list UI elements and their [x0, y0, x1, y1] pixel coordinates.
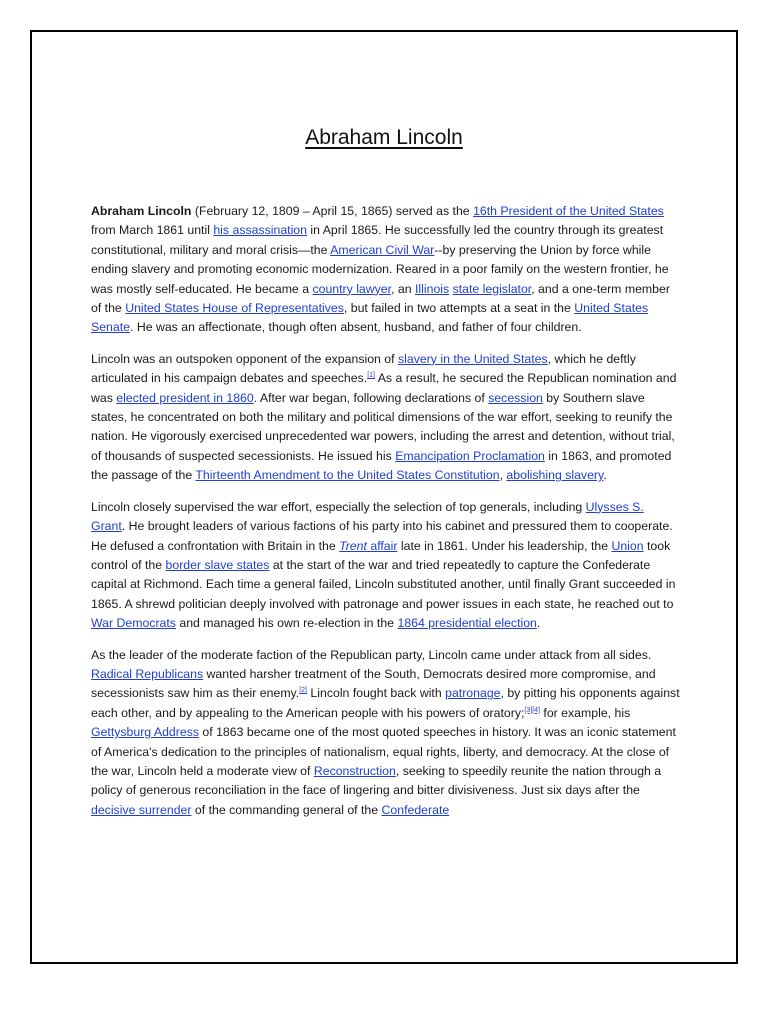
text-run: , by pitting his opponents against each other, and by appealing to the American people with his powers of oratory; — [91, 686, 680, 720]
text-run: by Southern slave states, he concentrated on both the military and political dimensions of the war effort, seeking to reunify the nation. He vigorously exercised unprecedented war powers, including the arrest and detention, without trial, of thousands of suspected secessionists. He issued his — [91, 390, 675, 463]
text-run: , and a one-term member of the — [91, 281, 670, 316]
text-run: Lincoln fought back with — [307, 686, 446, 701]
link-house-of-representatives[interactable]: United States House of Representatives — [125, 301, 344, 316]
paragraph-4 — [91, 646, 681, 821]
link-trent-affair[interactable] — [339, 539, 397, 553]
link-abolishing-slavery[interactable]: abolishing slavery — [506, 468, 604, 483]
citation-link-1[interactable]: [1] — [367, 372, 375, 380]
link-elected-president-1860[interactable]: elected president in 1860 — [116, 390, 254, 405]
link-patronage[interactable]: patronage — [445, 686, 501, 701]
text-run: late in 1861. Under his leadership, the — [397, 538, 612, 553]
document-page — [30, 30, 738, 964]
link-war-democrats[interactable]: War Democrats — [91, 616, 176, 631]
citation-link-3[interactable]: [3] — [524, 706, 533, 714]
citation-link-2[interactable]: [2] — [299, 687, 308, 695]
link-radical-republicans[interactable]: Radical Republicans — [91, 666, 204, 681]
text-run: . After war began, following declarations of — [253, 390, 489, 405]
text-run: As a result, he secured the Republican nomination and was — [91, 371, 677, 405]
text-run: , an — [391, 281, 415, 296]
link-thirteenth-amendment[interactable]: Thirteenth Amendment to the United States Constitution — [195, 468, 500, 483]
text-run: , which he deftly articulated in his campaign debates and speeches. — [91, 351, 636, 386]
link-illinois[interactable]: Illinois — [415, 281, 450, 296]
text-run: . He was an affectionate, though often absent, husband, and father of four children. — [129, 320, 582, 335]
page-title: Abraham Lincoln — [305, 126, 463, 149]
text-run: . He brought leaders of various factions of his party into his cabinet and pressured them to cooperate. He defused a confrontation with Britain in the — [91, 519, 673, 553]
text-run: and managed his own re-election in the — [175, 616, 398, 631]
text-run: Lincoln was an outspoken opponent of the expansion of — [91, 351, 398, 366]
subject-name: Abraham Lincoln — [91, 204, 192, 218]
text-run: of 1863 became one of the most quoted speeches in history. It was an iconic statement of America's dedication to the principles of nationalism, equal rights, liberty, and democracy. At the close of the war, Lincoln held a moderate view of — [91, 725, 676, 778]
text-run: --by preserving the Union by force while ending slavery and promoting economic modernization. Reared in a poor family on the western frontier, he was mostly self-educated. He became a — [91, 242, 669, 296]
text-run: . — [536, 616, 541, 631]
text-run: at the start of the war and tried repeatedly to capture the Confederate capital at Richmond. Each time a general failed, Lincoln substituted another, until finally Grant succeeded in 1865. A shrewd politician deeply involved with patronage and power issues in each state, he reached out to — [91, 557, 676, 611]
text-run: in 1863, and promoted the passage of the — [91, 448, 672, 483]
citation-3-4 — [524, 707, 540, 714]
link-border-slave-states[interactable]: border slave states — [165, 557, 270, 572]
link-affair-text: affair — [366, 538, 398, 553]
link-assassination[interactable]: his assassination — [213, 223, 307, 238]
text-run: . — [603, 468, 607, 483]
article-body — [91, 202, 681, 832]
text-run: took control of the — [91, 538, 671, 572]
link-confederate[interactable]: Confederate — [381, 802, 450, 817]
paragraph-3 — [91, 498, 681, 634]
link-16th-president[interactable]: 16th President of the United States — [473, 204, 664, 218]
text-run: wanted harsher treatment of the South, Democrats desired more compromise, and secessionists saw him as their enemy. — [91, 666, 656, 701]
link-state-legislator[interactable]: state legislator — [452, 281, 532, 296]
citation-1 — [367, 372, 375, 379]
link-reconstruction[interactable]: Reconstruction — [313, 763, 396, 778]
link-1864-election[interactable]: 1864 presidential election — [397, 616, 537, 631]
text-run: (February 12, 1809 – April 15, 1865) served as the — [191, 204, 474, 218]
link-gettysburg-address[interactable]: Gettysburg Address — [91, 725, 199, 740]
link-emancipation-proclamation[interactable]: Emancipation Proclamation — [395, 448, 545, 463]
link-us-senate[interactable]: United States Senate — [91, 301, 649, 335]
link-slavery-in-us[interactable]: slavery in the United States — [397, 351, 548, 366]
text-run: of the commanding general of the — [191, 802, 382, 817]
text-run: , but failed in two attempts at a seat in the — [343, 301, 575, 316]
link-secession[interactable]: secession — [488, 390, 543, 405]
text-run: Lincoln closely supervised the war effort, especially the selection of top generals, including — [91, 499, 586, 514]
link-trent-italic: Trent — [339, 538, 367, 553]
link-union[interactable]: Union — [611, 538, 644, 553]
citation-link-4[interactable]: [4] — [532, 706, 540, 714]
text-run: for example, his — [540, 705, 631, 720]
link-ulysses-grant[interactable]: Ulysses S. Grant — [91, 499, 644, 534]
text-run: from March 1861 until — [91, 223, 214, 238]
paragraph-1 — [91, 202, 681, 338]
link-country-lawyer[interactable]: country lawyer — [312, 281, 392, 296]
link-decisive-surrender[interactable]: decisive surrender — [91, 802, 192, 817]
text-run: As the leader of the moderate faction of the Republican party, Lincoln came under attack from all sides. — [91, 647, 652, 662]
link-american-civil-war[interactable]: American Civil War — [330, 242, 435, 257]
text-run: in April 1865. He successfully led the country through its greatest constitutional, military and moral crisis—the — [91, 223, 664, 257]
text-run: , — [499, 468, 507, 483]
citation-2 — [299, 687, 307, 694]
text-run: , seeking to speedily reunite the nation through a policy of generous reconciliation in the face of lingering and bitter divisiveness. Just six days after the — [91, 763, 662, 798]
paragraph-2 — [91, 350, 681, 486]
